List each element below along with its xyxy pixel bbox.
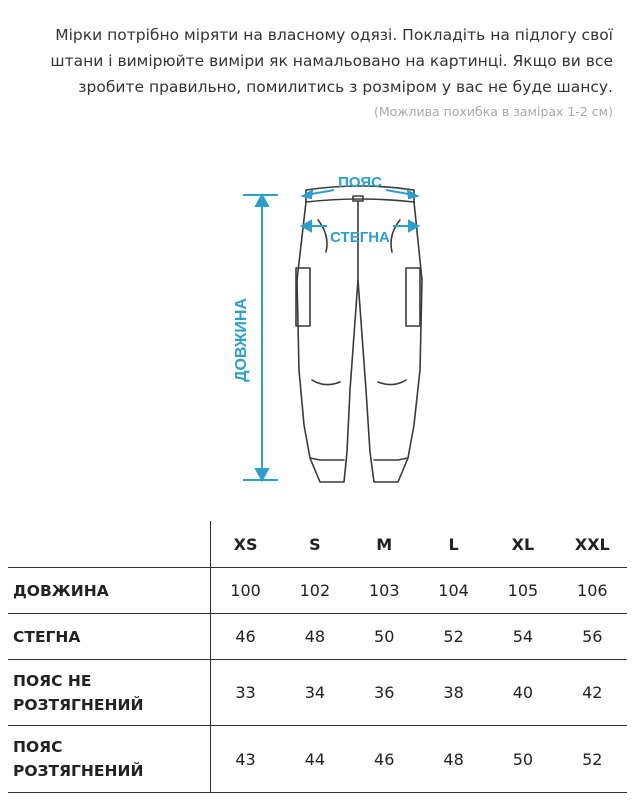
instructions-line-1: Мірки потрібно міряти на власному одязі. Покладіть на підлогу свої bbox=[55, 26, 613, 44]
row-label-waist-unstretched bbox=[8, 660, 210, 726]
waist-label: ПОЯС bbox=[338, 174, 382, 191]
table-cell: 105 bbox=[488, 568, 557, 614]
pants-measurement-diagram bbox=[0, 160, 635, 500]
row-label-line: ПОЯС bbox=[13, 738, 63, 756]
size-chart-table bbox=[8, 521, 627, 793]
instructions-line-2: штани і вимірюйте виміри як намальовано на картинці. Якщо ви все bbox=[50, 52, 613, 70]
table-cell: 106 bbox=[558, 568, 627, 614]
row-label-line: ПОЯС НЕ bbox=[13, 671, 92, 690]
table-cell: 46 bbox=[210, 614, 280, 660]
waist-measure-arrow bbox=[303, 190, 417, 198]
table-cell: 36 bbox=[350, 660, 419, 726]
table-row bbox=[8, 614, 627, 660]
table-cell: 46 bbox=[350, 726, 419, 793]
table-cell: 100 bbox=[210, 568, 280, 614]
table-cell: 33 bbox=[210, 660, 280, 726]
table-cell: 44 bbox=[280, 726, 349, 793]
row-label-hips: СТЕГНА bbox=[8, 614, 210, 660]
corner-cell bbox=[8, 521, 210, 568]
table-cell: 38 bbox=[419, 660, 488, 726]
hips-label: СТЕГНА bbox=[330, 229, 390, 246]
row-label-line: РОЗТЯГНЕНИЙ bbox=[13, 695, 144, 714]
table-cell: 54 bbox=[488, 614, 557, 660]
size-header-s: S bbox=[280, 521, 349, 568]
table-cell: 52 bbox=[558, 726, 627, 793]
table-cell: 48 bbox=[280, 614, 349, 660]
table-cell: 56 bbox=[558, 614, 627, 660]
instructions-line-3: зробите правильно, помилитись з розміром у вас не буде шансу. bbox=[78, 78, 613, 96]
table-cell: 52 bbox=[419, 614, 488, 660]
size-header-xs: XS bbox=[210, 521, 280, 568]
size-header-xxl: XXL bbox=[558, 521, 627, 568]
table-row bbox=[8, 568, 627, 614]
measurement-error-note: (Можлива похибка в замірах 1-2 см) bbox=[373, 104, 613, 119]
table-cell: 40 bbox=[488, 660, 557, 726]
row-label-length: ДОВЖИНА bbox=[8, 568, 210, 614]
size-header-xl: XL bbox=[488, 521, 557, 568]
table-cell: 42 bbox=[558, 660, 627, 726]
table-row bbox=[8, 726, 627, 793]
table-cell: 50 bbox=[350, 614, 419, 660]
table-cell: 34 bbox=[280, 660, 349, 726]
table-cell: 103 bbox=[350, 568, 419, 614]
table-cell: 102 bbox=[280, 568, 349, 614]
size-header-m: M bbox=[350, 521, 419, 568]
length-label: ДОВЖИНА bbox=[233, 298, 250, 382]
table-cell: 48 bbox=[419, 726, 488, 793]
table-cell: 50 bbox=[488, 726, 557, 793]
table-cell: 104 bbox=[419, 568, 488, 614]
row-label-line: РОЗТЯГНЕНИЙ bbox=[13, 762, 144, 780]
table-row bbox=[8, 660, 627, 726]
instructions-text bbox=[13, 22, 613, 100]
size-header-row bbox=[8, 521, 627, 568]
size-header-l: L bbox=[419, 521, 488, 568]
table-cell: 43 bbox=[210, 726, 280, 793]
row-label-waist-stretched bbox=[8, 726, 210, 793]
